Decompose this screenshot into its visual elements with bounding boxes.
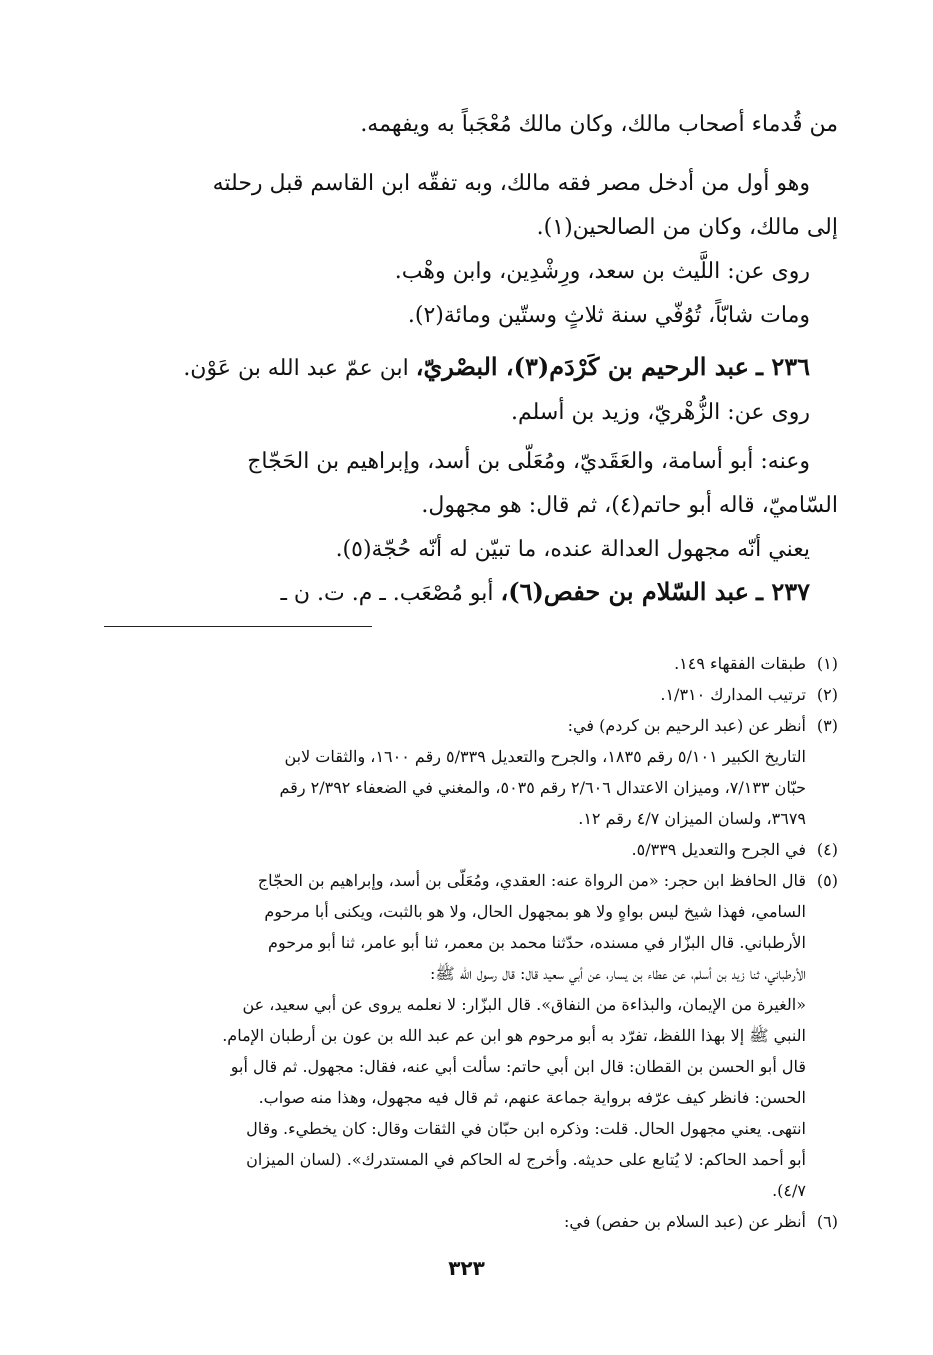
- footnote-line: الأرطباني، ثنا زيد بن أسلم، عن عطاء بن يسار، عن أبي سعيد قال: قال رسول الله ﷺ:: [430, 964, 806, 983]
- footnote-line: الحسن: فانظر كيف عرّفه برواية جماعة عنهم، ثم قال فيه مجهول، وهذا منه صواب.: [258, 1088, 806, 1107]
- footnote-line: قال أبو الحسن بن القطان: قال ابن أبي حاتم: سألت أبي عنه، فقال: مجهول. ثم قال أبو: [230, 1057, 806, 1076]
- footnote-line: انتهى. يعني مجهول الحال. قلت: وذكره ابن حبّان في الثقات وقال: كان يخطيء. وقال: [246, 1119, 806, 1138]
- main-text: [138, 103, 838, 147]
- footnote-line: التاريخ الكبير ٥/١٠١ رقم ١٨٣٥، والجرح والتعديل ٥/٣٣٩ رقم ١٦٠٠، والثقات لابن: [284, 747, 806, 766]
- footnote-number: (٤): [816, 840, 838, 859]
- main-text: [138, 250, 838, 338]
- footnote: [138, 1206, 838, 1237]
- footnote-text: [138, 648, 806, 679]
- footnote-text: [138, 834, 806, 865]
- entry-name: عبد الرحيم بن كَرْدَم(٣)، البصْريّ،: [415, 352, 749, 381]
- entry-name: عبد السّلام بن حفص(٦)،: [500, 577, 749, 606]
- footnote-line: «الغيرة من الإيمان، والبذاءة من النفاق». قال البزّار: لا نعلمه يروى عن أبي سعيد، عن: [242, 995, 806, 1014]
- footnote-line: حبّان ٧/١٣٣، وميزان الاعتدال ٢/٦٠٦ رقم ٥٠٣٥، والمغني في الضعفاء ٢/٣٩٢ رقم: [279, 778, 806, 797]
- footnote-line: أنظر عن (عبد الرحيم بن كردم) في:: [567, 716, 806, 735]
- paragraph-line: السّاميّ، قاله أبو حاتم(٤)، ثم قال: هو مجهول.: [421, 493, 838, 518]
- entry-description: ابن عمّ عبد الله بن عَوْن.: [183, 356, 409, 381]
- main-text: [138, 162, 838, 250]
- entry-236: [138, 345, 838, 435]
- page-number: ٣٢٣: [448, 1256, 485, 1280]
- footnote-line: الأرطباني. قال البزّار في مسنده، حدّثنا محمد بن معمر، ثنا أبو عامر، ثنا أبو مرحوم: [268, 933, 806, 952]
- main-text: [138, 440, 838, 572]
- paragraph-line: روى عن: الزُّهْريّ، وزيد بن أسلم.: [511, 400, 810, 425]
- footnote-number: [806, 741, 838, 834]
- footnote-line: طبقات الفقهاء ١٤٩.: [674, 654, 806, 673]
- footnote: [138, 710, 838, 741]
- footnote-line: أبو أحمد الحاكم: لا يُتابع على حديثه. وأخرج له الحاكم في المستدرك». (لسان الميزان: [246, 1150, 806, 1169]
- footnote-text: [138, 741, 806, 834]
- paragraph-line: روى عن: اللَّيث بن سعد، ورِشْدِين، وابن وهْب.: [394, 259, 810, 284]
- paragraph-line: وهو أول من أدخل مصر فقه مالك، وبه تفقّه ابن القاسم قبل رحلته: [212, 171, 810, 196]
- footnote-text: [138, 865, 806, 1206]
- footnote-number: (٢): [816, 685, 838, 704]
- footnote: [138, 741, 838, 834]
- footnote: [138, 865, 838, 1206]
- footnote-number: (٥): [816, 871, 838, 890]
- footnote-line: أنظر عن (عبد السلام بن حفص) في:: [564, 1212, 806, 1231]
- footnote-number: (١): [816, 654, 838, 673]
- paragraph-line: من قُدماء أصحاب مالك، وكان مالك مُعْجَباً به ويفهمه.: [360, 112, 838, 137]
- paragraph-line: وعنه: أبو أسامة، والعَقَديّ، ومُعَلّى بن أسد، وإبراهيم بن الحَجّاج: [247, 449, 810, 474]
- paragraph-line: ومات شابّاً، تُوُفّي سنة ثلاثٍ وستّين ومائة(٢).: [407, 303, 810, 328]
- footnote: [138, 679, 838, 710]
- entry-237: [138, 570, 838, 616]
- footnotes: [138, 648, 838, 1237]
- footnote-line: ترتيب المدارك ١/٣١٠.: [660, 685, 806, 704]
- paragraph-line: يعني أنّه مجهول العدالة عنده، ما تبيّن له أنّه حُجّة(٥).: [335, 537, 810, 562]
- footnote-number: (٦): [816, 1212, 838, 1231]
- entry-number: ٢٣٧ ـ: [755, 577, 810, 606]
- footnote-line: في الجرح والتعديل ٥/٣٣٩.: [631, 840, 806, 859]
- footnote-text: [138, 710, 806, 741]
- footnote-line: ٣٦٧٩، ولسان الميزان ٤/٧ رقم ١٢.: [578, 809, 806, 828]
- footnote-text: [138, 679, 806, 710]
- entry-number: ٢٣٦ ـ: [755, 352, 810, 381]
- footnote-separator: [104, 626, 372, 627]
- paragraph-line: إلى مالك، وكان من الصالحين(١).: [536, 215, 838, 240]
- footnote-text: [138, 1206, 806, 1237]
- footnote: [138, 648, 838, 679]
- footnote-line: السامي، فهذا شيخ ليس بواهٍ ولا هو بمجهول الحال، ولا هو بالثبت، ويكنى أبا مرحوم: [264, 902, 806, 921]
- footnote-number: (٣): [816, 716, 838, 735]
- footnote: [138, 834, 838, 865]
- footnote-line: قال الحافظ ابن حجر: «من الرواة عنه: العقدي، ومُعَلّى بن أسد، وإبراهيم بن الحجّاج: [257, 871, 806, 890]
- entry-description: أبو مُصْعَب. ـ م. ت. ن ـ: [280, 581, 494, 606]
- footnote-line: ٤/٧).: [772, 1181, 806, 1200]
- footnote-line: النبي ﷺ إلا بهذا اللفظ، تفرّد به أبو مرحوم هو ابن عم عبد الله بن عون بن أرطبان الإمام.: [222, 1026, 806, 1045]
